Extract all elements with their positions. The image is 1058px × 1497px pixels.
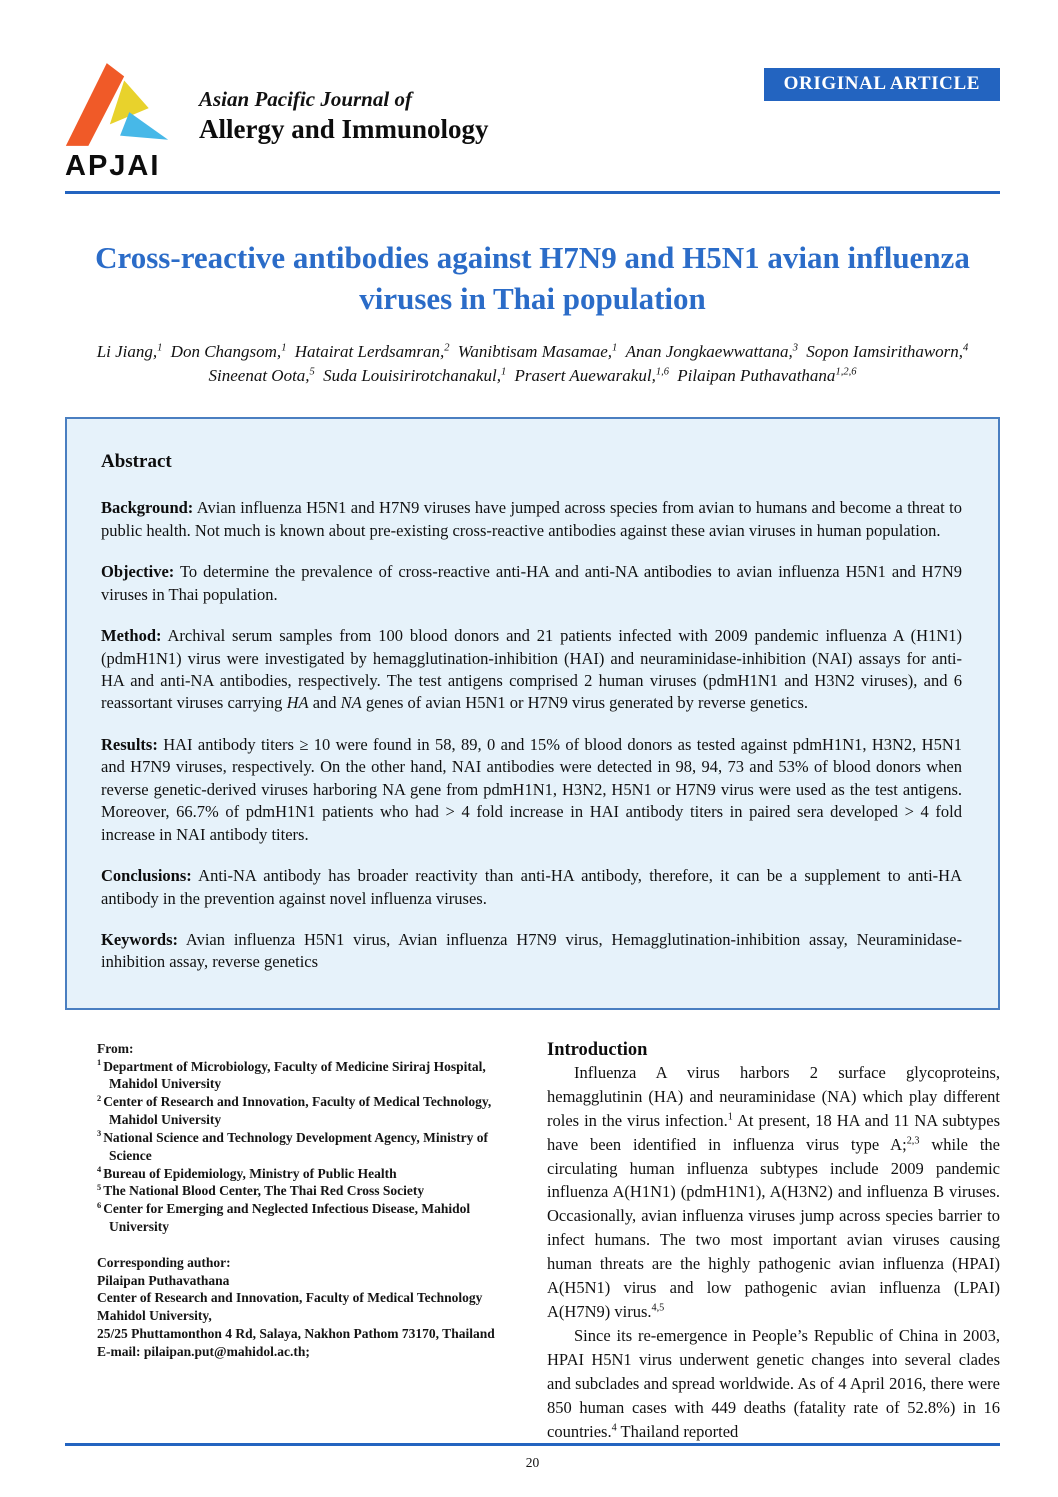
author-affiliation-sup: 1 bbox=[157, 342, 163, 354]
author-name: Wanibtisam Masamae, bbox=[457, 341, 613, 361]
author bbox=[458, 342, 618, 361]
author bbox=[97, 342, 163, 361]
abstract-section-text: Avian influenza H5N1 virus, Avian influenza H7N9 virus, Hemagglutination-inhibition assay, Neuraminidase-inhibition assay, reverse genetics bbox=[101, 929, 962, 972]
introduction-paragraph: Influenza A virus harbors 2 surface glycoproteins, hemagglutinin (HA) and neuraminidase (NA) which play different roles in the virus infection.$^1$ At present, 18 HA and 11 NA subtypes have been identified in influenza virus type A;$^{2,3}$ while the circulating human influenza subtypes include 2009 pandemic influenza A(H1N1) (pdmH1N1), A(H3N2) and influenza B viruses. Occasionally, avian influenza viruses jump across species barrier to infect humans. The two most important avian viruses causing human threats are the highly pathogenic avian influenza (HPAI) A(H5N1) virus and low pathogenic avian influenza (LPAI) A(H7N9) virus.$^{4,5}$ bbox=[547, 1062, 1000, 1322]
author-name: Sopon Iamsirithaworn, bbox=[806, 341, 964, 361]
author-name: Suda Louisirirotchanakul, bbox=[323, 365, 501, 385]
affiliation-text: Center for Emerging and Neglected Infectious Disease, Mahidol University bbox=[103, 1201, 471, 1234]
author bbox=[626, 342, 798, 361]
affiliation-number: 6 bbox=[97, 1200, 102, 1210]
corresponding-author-line: Center of Research and Innovation, Faculty of Medical Technology bbox=[97, 1290, 483, 1306]
author-name: Anan Jongkaewwattana, bbox=[625, 341, 793, 361]
abstract-sections bbox=[101, 497, 962, 973]
abstract-section-text: Archival serum samples from 100 blood donors and 21 patients infected with 2009 pandemic influenza A (H1N1) (pdmH1N1) virus were investigated by hemagglutination-inhibition (HAI) and neuraminidase-inhibition (NAI) assays for anti-HA and anti-NA antibodies, respectively. The test antigens comprised 2 human viruses (pdmH1N1 and H3N2 viruses), and 6 reassortant viruses carrying HA and NA genes of avian H5N1 or H7N9 virus generated by reverse genetics. bbox=[101, 626, 962, 713]
introduction-paragraph: Since its re-emergence in People’s Republic of China in 2003, HPAI H5N1 virus underwent genetic changes into several clades and subclades and spread worldwide. As of 4 April 2016, there were 850 human cases with 449 deaths (fatality rate of 52.8%) in 16 countries.$^4$ Thailand reported bbox=[547, 1325, 1000, 1441]
affiliation-text: Center of Research and Innovation, Faculty of Medical Technology, Mahidol University bbox=[103, 1094, 492, 1128]
affiliation-text: The National Blood Center, The Thai Red Cross Society bbox=[103, 1183, 425, 1199]
author bbox=[295, 342, 450, 361]
abstract-section bbox=[101, 929, 962, 974]
abstract-section-label: Background: bbox=[101, 498, 194, 518]
page-footer bbox=[65, 1443, 1000, 1471]
introduction-column bbox=[547, 1040, 1000, 1444]
author-name: Li Jiang, bbox=[96, 341, 158, 361]
corresponding-author-line: 25/25 Phuttamonthon 4 Rd, Salaya, Nakhon Pathom 73170, Thailand bbox=[97, 1326, 495, 1342]
affiliation-text: Department of Microbiology, Faculty of Medicine Siriraj Hospital, Mahidol University bbox=[103, 1058, 486, 1092]
affiliation bbox=[97, 1182, 521, 1200]
affiliation-text: Bureau of Epidemiology, Ministry of Public Health bbox=[103, 1165, 397, 1181]
author bbox=[677, 366, 856, 385]
author-affiliation-sup: 1 bbox=[281, 342, 287, 354]
introduction-paragraphs bbox=[547, 1061, 1000, 1444]
from-label: From: bbox=[97, 1040, 134, 1056]
logo-acronym: APJAI bbox=[65, 150, 161, 182]
author-affiliation-sup: 4 bbox=[963, 342, 969, 354]
author bbox=[209, 366, 315, 385]
author-name: Hatairat Lerdsamran, bbox=[294, 341, 445, 361]
abstract-section-text: Avian influenza H5N1 and H7N9 viruses have jumped across species from avian to humans and become a threat to public health. Not much is known about pre-existing cross-reactive antibodies against these avian viruses in human population. bbox=[101, 498, 962, 540]
affiliation-number: 4 bbox=[97, 1165, 102, 1175]
corresponding-author-line: Mahidol University, bbox=[97, 1308, 212, 1324]
journal-name-bottom: Allergy and Immunology bbox=[199, 114, 489, 145]
journal-name-top: Asian Pacific Journal of bbox=[199, 87, 412, 111]
author-affiliation-sup: 3 bbox=[792, 342, 798, 354]
affiliation-number: 5 bbox=[97, 1182, 102, 1192]
author-list bbox=[65, 340, 1000, 388]
author-affiliation-sup: 2 bbox=[444, 342, 450, 354]
author-affiliation-sup: 1,6 bbox=[655, 365, 669, 377]
abstract-section bbox=[101, 625, 962, 715]
abstract-section-label: Keywords: bbox=[101, 929, 178, 949]
abstract-section-text: Anti-NA antibody has broader reactivity than anti-HA antibody, therefore, it can be a supplement to anti-HA antibody in the prevention against novel influenza viruses. bbox=[101, 866, 962, 908]
apjai-logo-icon bbox=[65, 60, 169, 150]
affiliation-number: 1 bbox=[97, 1058, 102, 1068]
abstract-section-label: Results: bbox=[101, 734, 158, 754]
abstract-heading: Abstract bbox=[101, 451, 172, 473]
affiliation-number: 2 bbox=[97, 1093, 102, 1103]
author bbox=[171, 342, 287, 361]
author-name: Don Changsom, bbox=[170, 341, 282, 361]
author bbox=[323, 366, 506, 385]
body-columns bbox=[65, 1040, 1000, 1444]
article-type-banner: ORIGINAL ARTICLE bbox=[764, 68, 1000, 101]
abstract-section-text: HAI antibody titers ≥ 10 were found in 58, 89, 0 and 15% of blood donors as tested against pdmH1N1, H3N2, H5N1 and H7N9 viruses, respectively. On the other hand, NAI antibodies were detected in 98, 94, 73 and 53% of blood donors when reverse genetic-derived viruses harboring NA gene from pdmH1N1, H3N2, H5N1 or H7N9 virus were used as the test antigens. Moreover, 66.7% of pdmH1N1 patients who had > 4 fold increase in HAI antibody titers in paired sera developed > 4 fold increase in NAI antibody titers. bbox=[101, 734, 962, 844]
author-name: Sineenat Oota, bbox=[208, 365, 310, 385]
abstract-section-label: Conclusions: bbox=[101, 866, 192, 886]
page-number: 20 bbox=[525, 1455, 540, 1470]
footnotes-column bbox=[97, 1040, 521, 1444]
corresponding-author-line: Pilaipan Puthavathana bbox=[97, 1272, 230, 1288]
author-affiliation-sup: 1 bbox=[500, 365, 507, 377]
footer-rule bbox=[65, 1443, 1000, 1446]
affiliation bbox=[97, 1093, 521, 1129]
author-affiliation-sup: 1,2,6 bbox=[835, 365, 857, 377]
abstract-section bbox=[101, 734, 962, 846]
journal-name bbox=[199, 60, 489, 146]
author-affiliation-sup: 5 bbox=[309, 365, 315, 377]
author-name: Pilaipan Puthavathana bbox=[677, 365, 836, 385]
corresponding-author-block bbox=[97, 1254, 521, 1361]
article-title: Cross-reactive antibodies against H7N9 and H5N1 avian influenza viruses in Thai population bbox=[95, 240, 970, 316]
page-header bbox=[65, 60, 1000, 181]
journal-logo bbox=[65, 60, 185, 181]
affiliation bbox=[97, 1058, 521, 1094]
author-affiliation-sup: 1 bbox=[612, 342, 618, 354]
abstract-section bbox=[101, 561, 962, 606]
author bbox=[806, 342, 968, 361]
affiliation bbox=[97, 1200, 521, 1236]
corresponding-author-line: E-mail: pilaipan.put@mahidol.ac.th; bbox=[97, 1343, 310, 1359]
author bbox=[514, 366, 669, 385]
affiliation bbox=[97, 1165, 521, 1183]
abstract-section-text: To determine the prevalence of cross-reactive anti-HA and anti-NA antibodies to avian influenza H5N1 and H7N9 viruses in Thai population. bbox=[101, 562, 962, 604]
affiliation-number: 3 bbox=[97, 1129, 102, 1139]
abstract-section bbox=[101, 865, 962, 910]
abstract-section bbox=[101, 497, 962, 542]
affiliation-list bbox=[97, 1058, 521, 1236]
author-name: Prasert Auewarakul, bbox=[514, 365, 656, 385]
corresponding-author-lines bbox=[97, 1272, 521, 1361]
header-rule bbox=[65, 191, 1000, 194]
introduction-heading: Introduction bbox=[547, 1039, 648, 1060]
corresponding-author-label: Corresponding author: bbox=[97, 1254, 231, 1270]
abstract-section-label: Objective: bbox=[101, 562, 175, 582]
affiliation-text: National Science and Technology Development Agency, Ministry of Science bbox=[103, 1129, 488, 1163]
abstract-box bbox=[65, 417, 1000, 1009]
abstract-section-label: Method: bbox=[101, 626, 162, 646]
affiliation bbox=[97, 1129, 521, 1165]
